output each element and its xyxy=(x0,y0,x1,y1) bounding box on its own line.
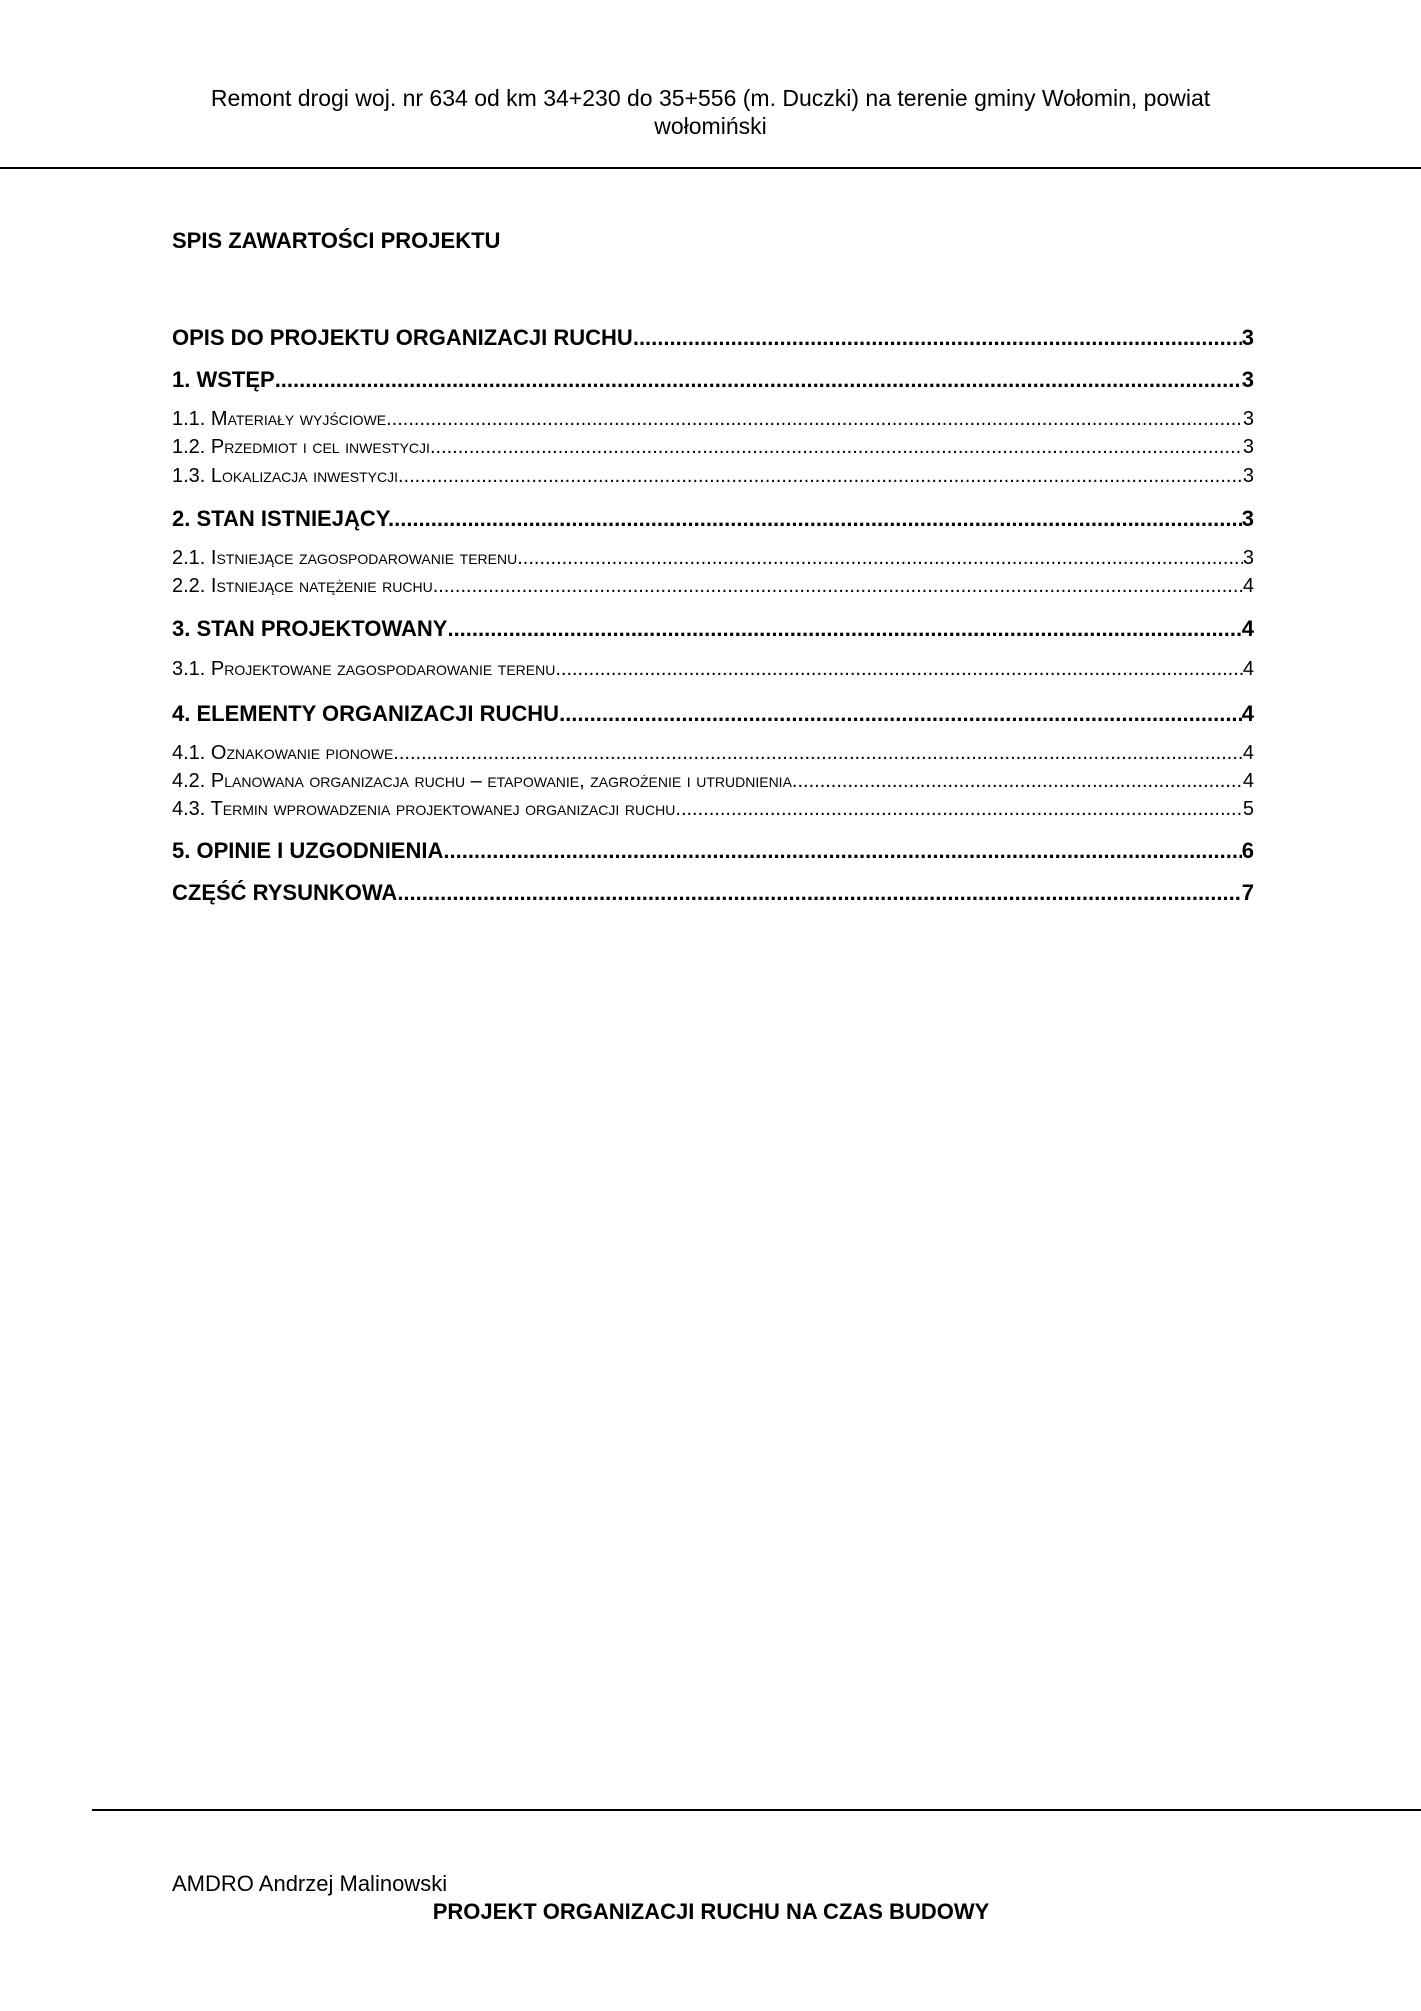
toc-dot-leader xyxy=(430,436,1243,459)
toc-entry[interactable] xyxy=(172,408,1254,431)
toc-entry-page: 4 xyxy=(1242,742,1254,764)
toc-entry[interactable] xyxy=(172,325,1254,351)
toc-entry-page: 4 xyxy=(1242,575,1254,597)
toc-entry-label: 3.1. Projektowane zagospodarowanie terenu xyxy=(172,658,556,680)
toc-entry[interactable] xyxy=(172,742,1254,765)
toc-dot-leader xyxy=(517,547,1243,570)
toc-entry-label: 4.3. Termin wprowadzenia projektowanej organizacji ruchu xyxy=(172,798,676,820)
toc-entry-page: 3 xyxy=(1241,367,1254,392)
toc-entry-label: 4.2. Planowana organizacja ruchu – etapowanie, zagrożenie i utrudnienia. xyxy=(172,770,798,792)
toc-dot-leader xyxy=(392,408,1243,431)
toc-entry-label: 5. OPINIE I UZGODNIENIA xyxy=(172,838,444,863)
footer-project-type: PROJEKT ORGANIZACJI RUCHU NA CZAS BUDOWY xyxy=(432,1899,990,1924)
toc-entry-label: OPIS DO PROJEKTU ORGANIZACJI RUCHU xyxy=(172,325,633,350)
toc-entry-page: 4 xyxy=(1241,701,1254,726)
toc-entry-label: 2.2. Istniejące natężenie ruchu xyxy=(172,575,433,597)
toc-entry-label: 3. STAN PROJEKTOWANY xyxy=(172,616,448,641)
toc-entry-page: 7 xyxy=(1241,880,1254,905)
toc-dot-leader xyxy=(559,701,1242,727)
toc-entry-label: 1.1. Materiały wyjściowe. xyxy=(172,408,392,430)
toc-entry-label: 2. STAN ISTNIEJĄCY. xyxy=(172,506,395,531)
toc-entry-page: 4 xyxy=(1242,658,1254,680)
toc-dot-leader xyxy=(404,465,1243,488)
toc-entry-label: 1. WSTĘP xyxy=(172,367,275,392)
toc-entry-label: 1.2. Przedmiot i cel inwestycji xyxy=(172,436,430,458)
toc-dot-leader xyxy=(393,742,1243,765)
toc-dot-leader xyxy=(433,575,1243,598)
toc-entry-page: 3 xyxy=(1241,506,1254,531)
toc-entry-label: 2.1. Istniejące zagospodarowanie terenu xyxy=(172,547,518,569)
toc-entry-label: CZĘŚĆ RYSUNKOWA xyxy=(172,880,398,905)
toc-entry-page: 3 xyxy=(1242,547,1254,569)
toc-entry-page: 6 xyxy=(1241,838,1254,863)
toc-entry-page: 4 xyxy=(1241,616,1254,641)
toc-dot-leader xyxy=(394,506,1242,532)
footer-company: AMDRO Andrzej Malinowski xyxy=(172,1871,448,1896)
toc-dot-leader xyxy=(447,616,1241,642)
toc-entry-label: 4.1. Oznakowanie pionowe xyxy=(172,742,394,764)
header-title-line1: Remont drogi woj. nr 634 od km 34+230 do 35+556 (m. Duczki) na terenie gminy Wołomin, powiat xyxy=(210,85,1211,111)
toc-entry[interactable] xyxy=(172,880,1254,906)
toc-entry-page: 4 xyxy=(1242,770,1254,792)
page-header xyxy=(120,84,1301,140)
toc-entry[interactable] xyxy=(172,367,1254,393)
toc-entry[interactable] xyxy=(172,506,1254,532)
toc-entry[interactable] xyxy=(172,465,1254,488)
toc-dot-leader xyxy=(633,325,1242,351)
toc-dot-leader xyxy=(397,880,1241,906)
toc-dot-leader xyxy=(675,798,1242,821)
toc-entry[interactable] xyxy=(172,436,1254,459)
header-title-line2: wołomiński xyxy=(654,113,767,139)
footer-rule xyxy=(92,1809,1421,1811)
toc-entry-label: 1.3. Lokalizacja inwestycji. xyxy=(172,465,404,487)
toc-entry-page: 3 xyxy=(1242,465,1254,487)
toc-title: SPIS ZAWARTOŚCI PROJEKTU xyxy=(172,228,501,253)
toc-entry[interactable] xyxy=(172,547,1254,570)
toc-entry-page: 5 xyxy=(1242,798,1254,820)
toc-entry[interactable] xyxy=(172,616,1254,642)
toc-entry[interactable] xyxy=(172,658,1254,681)
toc-entry-page: 3 xyxy=(1241,325,1254,350)
toc-dot-leader xyxy=(443,838,1241,864)
toc-entry[interactable] xyxy=(172,770,1254,793)
toc-entry[interactable] xyxy=(172,701,1254,727)
header-rule xyxy=(0,167,1421,169)
toc-dot-leader xyxy=(797,770,1242,793)
toc-entry[interactable] xyxy=(172,798,1254,821)
toc-dot-leader xyxy=(555,658,1243,681)
toc-entry[interactable] xyxy=(172,575,1254,598)
toc-entry-page: 3 xyxy=(1242,436,1254,458)
toc-entry-label: 4. ELEMENTY ORGANIZACJI RUCHU xyxy=(172,701,560,726)
toc-entry[interactable] xyxy=(172,838,1254,864)
toc-entry-page: 3 xyxy=(1242,408,1254,430)
toc-dot-leader xyxy=(275,367,1242,393)
